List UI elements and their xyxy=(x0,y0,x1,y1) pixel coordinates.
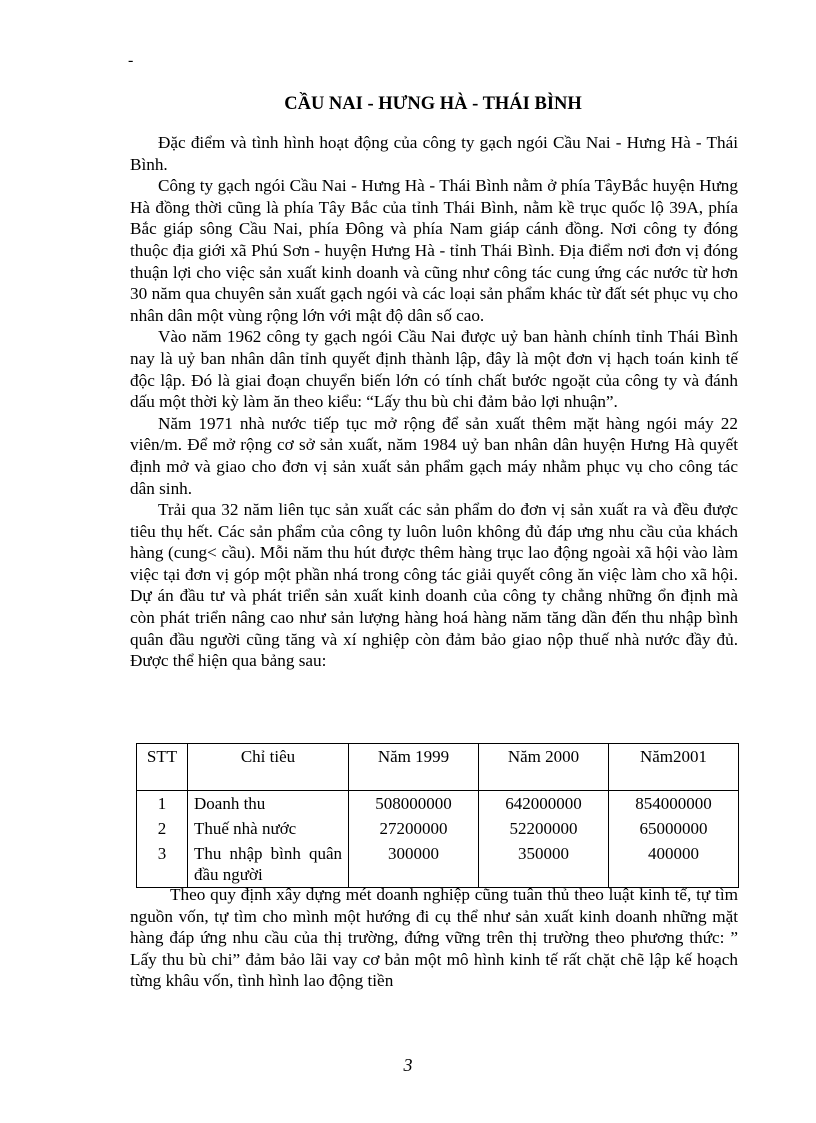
cell-indicator: Doanh thu xyxy=(188,791,349,817)
page-title: CẦU NAI - HƯNG HÀ - THÁI BÌNH xyxy=(284,94,582,114)
cell-value: 854000000 xyxy=(609,791,739,817)
cell-value: 300000 xyxy=(349,841,479,888)
cell-value: 400000 xyxy=(609,841,739,888)
table-row xyxy=(137,816,739,841)
cell-stt: 3 xyxy=(137,841,188,888)
paragraph-location: Công ty gạch ngói Cầu Nai - Hưng Hà - Thái Bình nằm ở phía TâyBắc huyện Hưng Hà đồng thời cũng là phía Tây Bắc của tỉnh Thái Bình, nằm kề trục quốc lộ 39A, phía Bắc giáp sông Cầu Nai, phía Đông và phía Nam giáp cánh đồng. Nơi công ty đóng thuộc địa giới xã Phú Sơn - huyện Hưng Hà - tỉnh Thái Bình. Địa điểm nơi đơn vị đóng thuận lợi cho việc sản xuất kinh doanh và cũng như công tác cung ứng các nước từ hơn 30 năm qua chuyên sản xuất gạch ngói và các loại sản phẩm khác từ đất sét phục vụ cho nhân dân một vùng rộng lớn với mật độ dân số cao. xyxy=(130,176,738,325)
cell-stt: 1 xyxy=(137,791,188,817)
table-header-row xyxy=(137,744,739,791)
cell-value: 52200000 xyxy=(479,816,609,841)
paragraph-history: Vào năm 1962 công ty gạch ngói Cầu Nai được uỷ ban hành chính tỉnh Thái Bình nay là uỷ ban nhân dân tỉnh quyết định thành lập, đây là một đơn vị hạch toán kinh tế độc lập. Đó là giai đoạn chuyển biến lớn có tính chất bước ngoặt của công ty và đánh dấu một thời kỳ làm ăn theo kiểu: “Lấy thu bù chi đảm bảo lợi nhuận”. xyxy=(130,327,738,412)
table-row xyxy=(137,841,739,888)
cell-value: 65000000 xyxy=(609,816,739,841)
header-stt: STT xyxy=(137,744,188,791)
paragraph-intro: Đặc điểm và tình hình hoạt động của công ty gạch ngói Cầu Nai - Hưng Hà - Thái Bình. xyxy=(130,133,738,174)
header-mark: - xyxy=(128,52,134,69)
page-number: 3 xyxy=(403,1055,413,1075)
header-year-1999: Năm 1999 xyxy=(349,744,479,791)
statistics-table xyxy=(136,743,739,888)
cell-value: 350000 xyxy=(479,841,609,888)
cell-value: 27200000 xyxy=(349,816,479,841)
header-year-2000: Năm 2000 xyxy=(479,744,609,791)
header-indicator: Chỉ tiêu xyxy=(188,744,349,791)
table-row xyxy=(137,791,739,817)
paragraph-closing: Theo quy định xây dựng mét doanh nghiệp cũng tuân thủ theo luật kinh tế, tự tìm nguồn vốn, tự tìm cho mình một hướng đi cụ thể như sản xuất kinh doanh những mặt hàng đáp ứng nhu cầu của thị trường, đứng vững trên thị trường theo phương thức: ” Lấy thu bù chi” đảm bảo lãi vay cơ bản một mô hình kinh tế rất chặt chẽ lập kế hoạch từng khâu vốn, tình hình lao động tiền xyxy=(130,885,738,991)
cell-indicator: Thuế nhà nước xyxy=(188,816,349,841)
cell-stt: 2 xyxy=(137,816,188,841)
paragraph-performance: Trải qua 32 năm liên tục sản xuất các sản phẩm do đơn vị sản xuất ra và đều được tiêu thụ hết. Các sản phẩm của công ty luôn luôn không đủ đáp ưng nhu cầu của khách hàng (cung< cầu). Mỗi năm thu hút được thêm hàng trục lao động ngoài xã hội vào làm việc tại đơn vị góp một phần nhá trong công tác giải quyết công ăn việc làm cho xã hội. Dự án đầu tư và phát triển sản xuất kinh doanh của công ty chẳng những ổn định mà còn phát triển nâng cao như sản lượng hàng hoá hàng năm tăng dần đến thu nhập bình quân đầu người cũng tăng và xí nghiệp còn đảm bảo giao nộp thuế nhà nước đầy đủ. Được thể hiện qua bảng sau: xyxy=(130,500,738,671)
paragraph-expansion: Năm 1971 nhà nước tiếp tục mở rộng để sản xuất thêm mặt hàng ngói máy 22 viên/m. Để mở rộng cơ sở sản xuất, năm 1984 uỷ ban nhân dân huyện Hưng Hà quyết định mở và giao cho đơn vị sản xuất sản phẩm gạch máy nhằm phục vụ cho công tác dân sinh. xyxy=(130,413,738,498)
cell-value: 642000000 xyxy=(479,791,609,817)
closing-text xyxy=(130,884,738,992)
body-text xyxy=(130,132,738,672)
header-year-2001: Năm2001 xyxy=(609,744,739,791)
cell-indicator: Thu nhập bình quân đầu người xyxy=(188,841,349,888)
cell-value: 508000000 xyxy=(349,791,479,817)
